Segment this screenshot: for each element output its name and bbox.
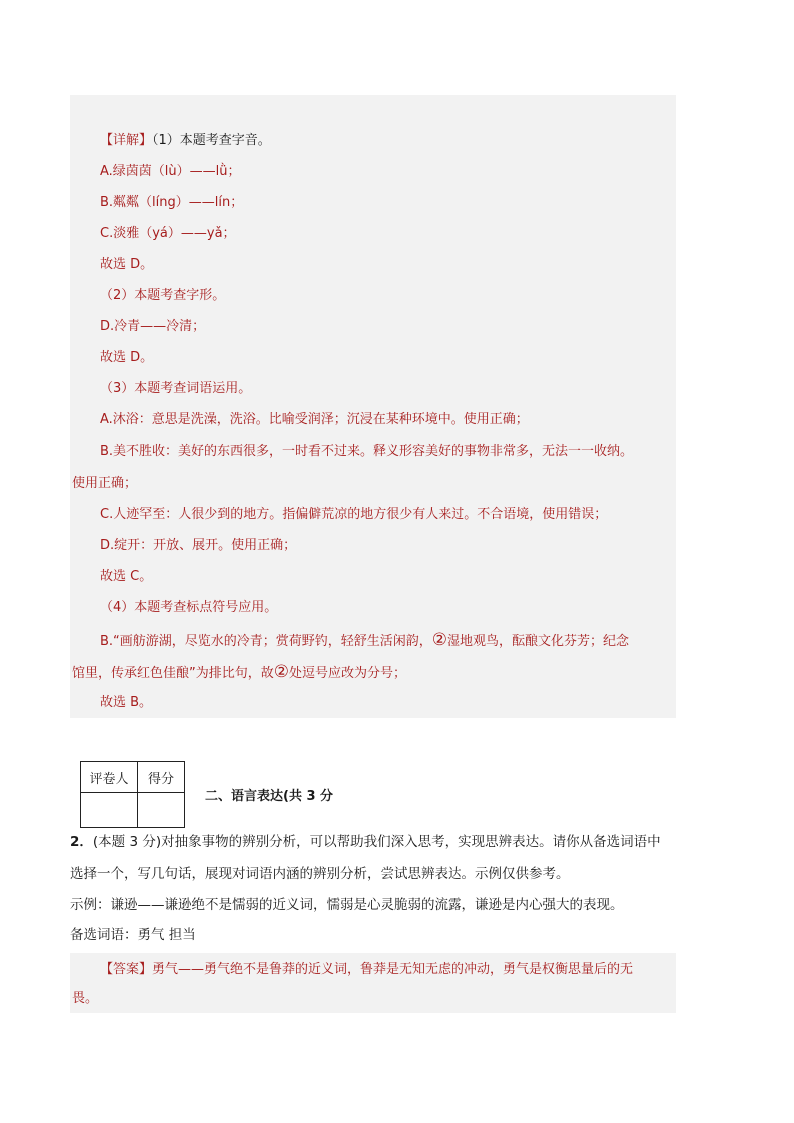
explanation-line: 故选 C。: [100, 569, 153, 584]
circled-number: ②: [431, 630, 448, 650]
explanation-line: 故选 B。: [100, 695, 153, 710]
answer-line: 畏。: [72, 991, 99, 1006]
score-cell[interactable]: [138, 793, 185, 828]
explanation-line: C.人迹罕至：人很少到的地方。指偏僻荒凉的地方很少有人来过。不合语境，使用错误；: [100, 507, 608, 522]
answer-label: 【答案】: [100, 962, 153, 977]
answer-line: 【答案】勇气——勇气绝不是鲁莽的近义词，鲁莽是无知无虑的冲动，勇气是权衡思量后的无: [100, 962, 634, 977]
explanation-label: 【详解】: [100, 133, 153, 148]
explanation-line: （4）本题考查标点符号应用。: [100, 600, 278, 615]
score-header: 得分: [138, 762, 185, 793]
question-line: 2．(本题 3 分)对抽象事物的辨别分析，可以帮助我们深入思考，实现思辨表达。请你从备选词语中: [70, 834, 661, 850]
explanation-line: （2）本题考查字形。: [100, 288, 226, 303]
circled-number: ②: [273, 662, 289, 682]
explanation-line: C.淡雅（yá）——yǎ；: [100, 226, 236, 241]
grader-cell[interactable]: [81, 793, 138, 828]
grader-header: 评卷人: [81, 762, 138, 793]
explanation-line: B.美不胜收：美好的东西很多，一时看不过来。释义形容美好的事物非常多，无法一一收纳。: [100, 444, 634, 459]
explanation-line: 故选 D。: [100, 257, 154, 272]
explanation-line: 馆里，传承红色佳酿”为排比句，故②处逗号应改为分号；: [72, 662, 407, 682]
explanation-line: B.粼粼（líng）——lín；: [100, 195, 244, 210]
section-title: 二、语言表达(共 3 分: [205, 789, 334, 804]
explanation-line: D.冷青——冷清；: [100, 319, 206, 334]
explanation-panel: [70, 95, 676, 718]
question-number: 2．: [70, 834, 93, 850]
question-line: 选择一个，写几句话，展现对词语内涵的辨别分析，尝试思辨表达。示例仅供参考。: [70, 866, 570, 882]
question-options: 备选词语：勇气 担当: [70, 927, 196, 943]
explanation-line: （3）本题考查词语运用。: [100, 381, 252, 396]
explanation-line: A.绿茵茵（lù）——lǜ；: [100, 164, 241, 179]
explanation-intro: 【详解】（1）本题考查字音。: [100, 133, 271, 148]
score-table: [80, 761, 185, 828]
explanation-line: D.绽开：开放、展开。使用正确；: [100, 538, 297, 553]
explanation-line: B.“画舫游湖，尽览水的冷青；赏荷野钓，轻舒生活闲韵，②湿地观鸟，酝酿文化芬芳；纪念: [100, 630, 630, 650]
explanation-line: 故选 D。: [100, 350, 154, 365]
explanation-line: 使用正确；: [72, 476, 138, 491]
explanation-line: A.沐浴：意思是洗澡，洗浴。比喻受润泽；沉浸在某种环境中。使用正确；: [100, 412, 529, 427]
question-example: 示例：谦逊——谦逊绝不是懦弱的近义词，懦弱是心灵脆弱的流露，谦逊是内心强大的表现。: [70, 897, 624, 913]
